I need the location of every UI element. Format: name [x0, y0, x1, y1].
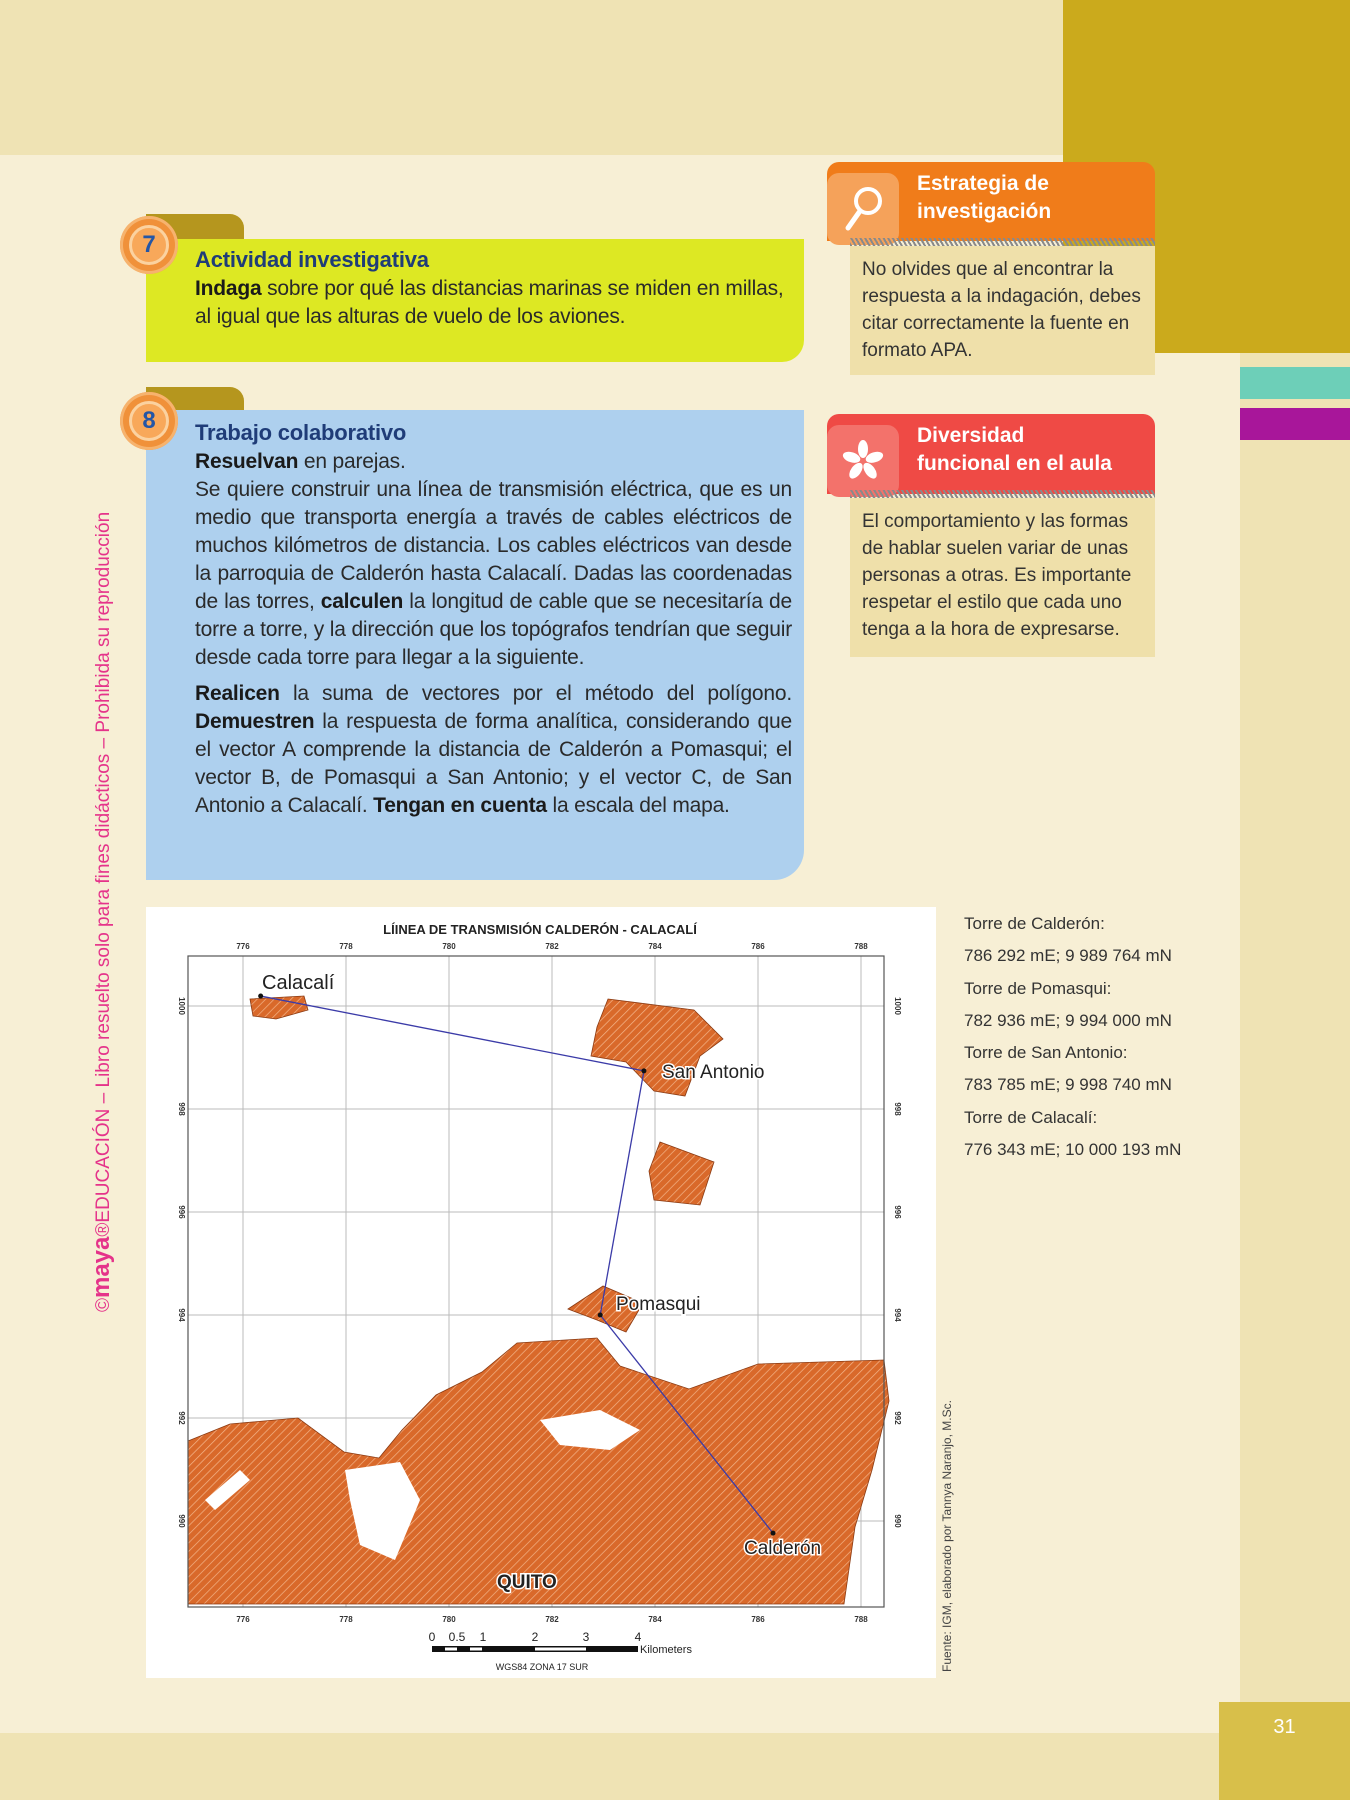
label-pomasqui: Pomasqui [616, 1294, 701, 1315]
scale-label: 0 [428, 1630, 436, 1644]
label-calderon: Calderón [744, 1538, 822, 1559]
easting-tick-top: 778 [339, 942, 353, 951]
label-calacali: Calacalí [262, 972, 335, 994]
tower-point [641, 1068, 646, 1073]
section-tab-magenta [1240, 408, 1350, 440]
copyright-watermark [88, 512, 116, 1312]
scale-bar [429, 1630, 693, 1672]
northing-tick-right: 990 [893, 1514, 902, 1528]
tower-point [771, 1531, 776, 1536]
tower-pomasqui-coords: 782 936 mE; 9 994 000 mN [964, 1010, 1172, 1030]
page-number: 31 [1219, 1702, 1350, 1800]
scale-unit: Kilometers [640, 1644, 692, 1656]
easting-tick-bottom: 780 [442, 1615, 456, 1624]
activity7-box [146, 239, 804, 362]
easting-tick-bottom: 782 [545, 1615, 559, 1624]
northing-tick-right: 994 [893, 1308, 902, 1322]
scale-label: 2 [531, 1630, 539, 1644]
tower-coordinates-list [964, 908, 1181, 1166]
transmission-segment [261, 996, 644, 1071]
diversity-title-1: Diversidad [917, 424, 1025, 447]
activity8-box [146, 410, 804, 880]
northing-tick-right: 1000 [893, 997, 902, 1015]
watermark-text: ®EDUCACIÓN – Libro resuelto solo para fines didácticos – Prohibida su reproducción [93, 511, 114, 1237]
map-svg [146, 907, 936, 1678]
activity8-instruction: Resuelvan en parejas. [195, 450, 406, 473]
northing-tick-left: 990 [177, 1514, 186, 1528]
diversity-body: El comportamiento y las formas de hablar suelen variar de unas personas a otras. Es importante respetar el estilo que cada uno tenga a la hora de expresarse. [850, 498, 1155, 657]
activity8-number-badge: 8 [120, 392, 178, 450]
brand-logo: maya [88, 1236, 115, 1298]
tower-calderon-label: Torre de Calderón: [964, 914, 1105, 933]
tower-point [598, 1313, 603, 1318]
easting-tick-top: 780 [442, 942, 456, 951]
easting-tick-top: 786 [751, 942, 765, 951]
tower-pomasqui-label: Torre de Pomasqui: [964, 978, 1112, 998]
transmission-line-map [146, 907, 936, 1678]
northing-tick-left: 994 [177, 1308, 186, 1322]
northing-tick-right: 998 [893, 1102, 902, 1116]
asterisk-icon [827, 425, 899, 497]
tower-calacali-coords: 776 343 mE; 10 000 193 mN [964, 1140, 1182, 1160]
strategy-divider [850, 238, 1155, 246]
strategy-body: No olvides que al encontrar la respuesta a la indagación, debes citar correctamente la fuente en formato APA. [850, 246, 1155, 375]
scale-label: 1 [479, 1630, 487, 1644]
easting-tick-bottom: 786 [751, 1615, 765, 1624]
activity8-paragraph-2: Realicen la suma de vectores por el método del polígono. Demuestren la respuesta de forma analítica, considerando que el vector A comprende la distancia de Calderón a Pomasqui; el vector B, de Pomasqui a San Antonio; y el vector C, de San Antonio a Calacalí. Tengan en cuenta la escala del mapa. [195, 682, 792, 817]
northing-tick-right: 996 [893, 1205, 902, 1219]
easting-tick-bottom: 776 [236, 1615, 250, 1624]
diversity-divider [850, 490, 1155, 498]
diversity-title-2: funcional en el aula [917, 452, 1112, 475]
scale-label: 4 [634, 1630, 642, 1644]
copyright-symbol: © [93, 1298, 114, 1312]
transmission-segment [600, 1071, 644, 1315]
map-title: LÍINEA DE TRANSMISIÓN CALDERÓN - CALACALÍ [383, 922, 697, 937]
map-datum: WGS84 ZONA 17 SUR [495, 1662, 589, 1672]
land-quito [188, 1338, 889, 1604]
northing-tick-left: 996 [177, 1205, 186, 1219]
activity8-title: Trabajo colaborativo [195, 420, 407, 445]
tower-calacali-label: Torre de Calacalí: [964, 1107, 1098, 1127]
activity7-title: Actividad investigativa [195, 247, 429, 272]
scale-label: 0.5 [448, 1630, 466, 1644]
strategy-title-2: investigación [917, 200, 1052, 223]
magnifier-icon [827, 173, 899, 245]
easting-tick-top: 782 [545, 942, 559, 951]
scale-label: 3 [582, 1630, 590, 1644]
tower-san-antonio-label: Torre de San Antonio: [964, 1043, 1128, 1063]
northing-tick-left: 1000 [177, 997, 186, 1015]
land-areas [188, 996, 889, 1604]
tower-calderon-coords: 786 292 mE; 9 989 764 mN [964, 946, 1172, 966]
northing-tick-left: 998 [177, 1102, 186, 1116]
activity7-number-badge: 7 [120, 216, 178, 274]
activity7-text: Indaga sobre por qué las distancias marinas se miden en millas, al igual que las alturas de vuelo de los aviones. [195, 277, 784, 328]
section-tab-teal [1240, 367, 1350, 399]
strategy-title-1: Estrategia de [917, 172, 1049, 195]
label-san-antonio: San Antonio [662, 1062, 765, 1083]
easting-tick-top: 784 [648, 942, 662, 951]
tower-san-antonio-coords: 783 785 mE; 9 998 740 mN [964, 1075, 1172, 1095]
easting-tick-bottom: 788 [854, 1615, 868, 1624]
tower-point [258, 994, 263, 999]
label-quito: QUITO [497, 1572, 557, 1593]
easting-tick-bottom: 784 [648, 1615, 662, 1624]
right-margin [1240, 353, 1350, 1800]
easting-tick-top: 788 [854, 942, 868, 951]
easting-tick-bottom: 778 [339, 1615, 353, 1624]
easting-tick-top: 776 [236, 942, 250, 951]
activity8-paragraph-1: Se quiere construir una línea de transmisión eléctrica, que es un medio que transporta energía a través de cables eléctricos de muchos kilómetros de distancia. Los cables eléctricos van desde la parroquia de Calderón hasta Calacalí. Dadas las coordenadas de las torres, calculen la longitud de cable que se necesitaría de torre a torre, y la dirección que los topógrafos tendrían que seguir desde cada torre para llegar a la siguiente. [195, 478, 792, 669]
northing-tick-left: 992 [177, 1411, 186, 1425]
bottom-band [0, 1733, 1240, 1800]
land-middle [649, 1142, 714, 1205]
map-source-credit: Fuente: IGM, elaborado por Tannya Naranjo, M.Sc. [940, 1400, 954, 1672]
northing-tick-right: 992 [893, 1411, 902, 1425]
